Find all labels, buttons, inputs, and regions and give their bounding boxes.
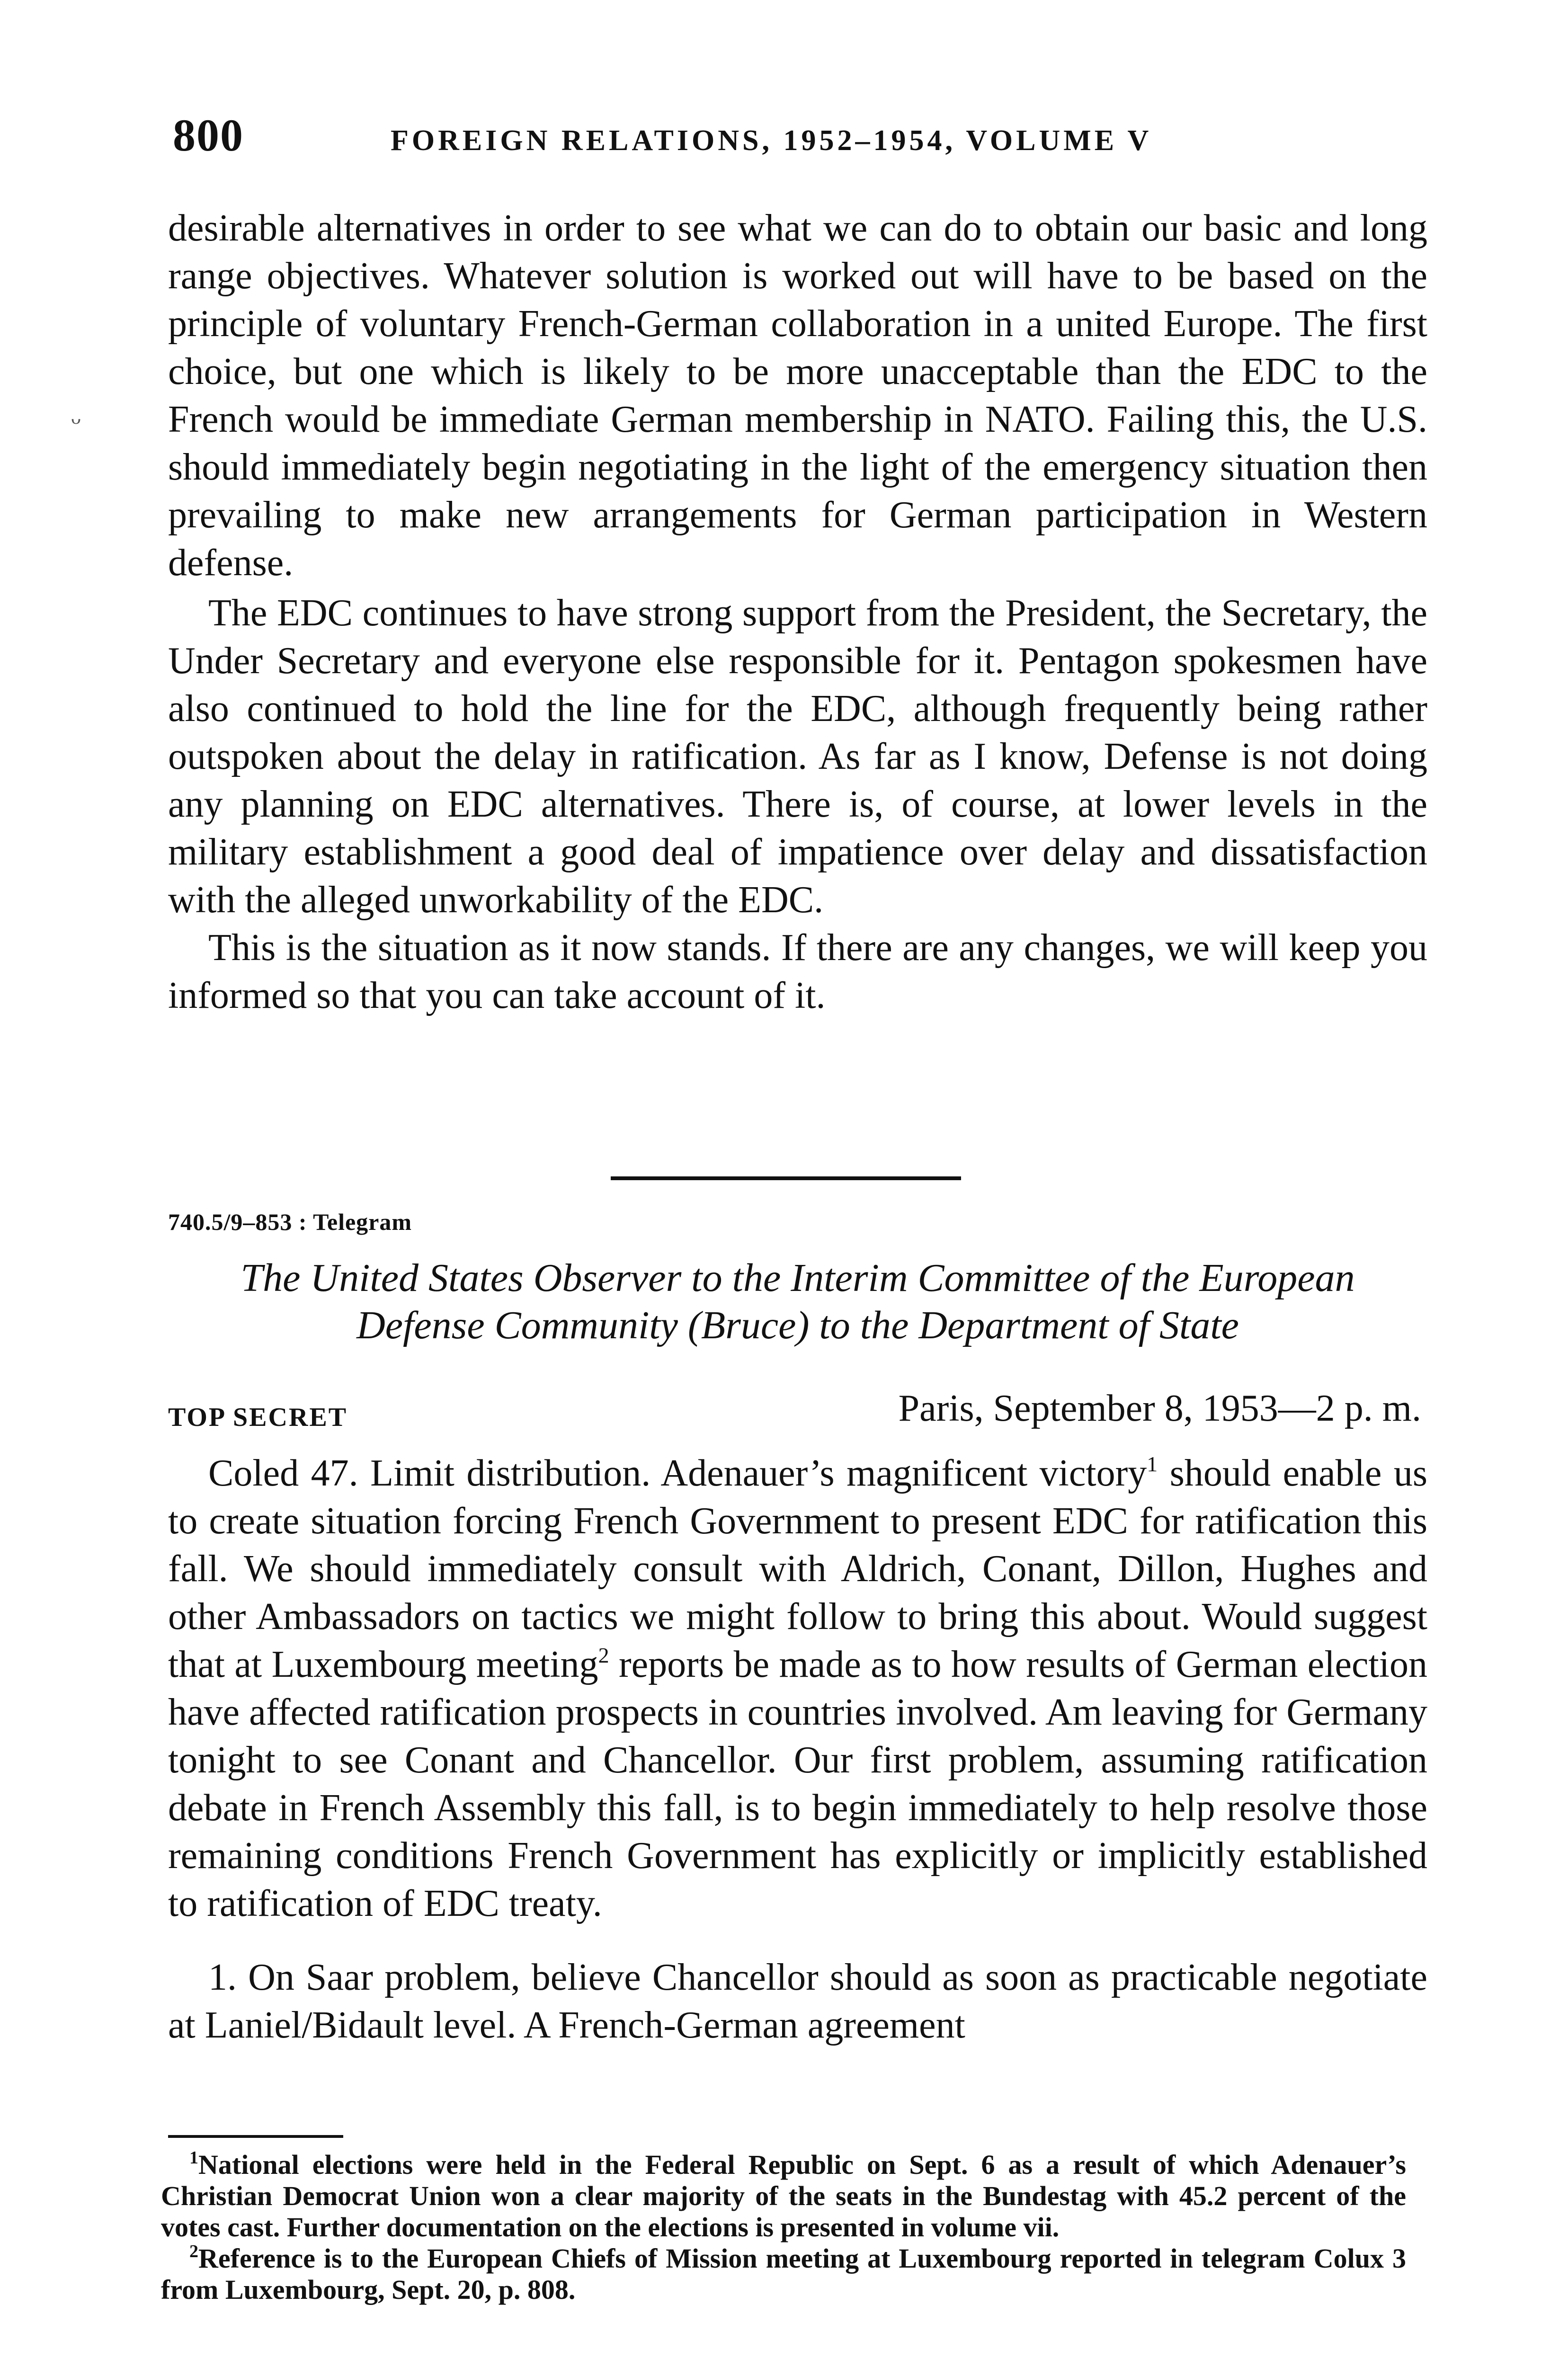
page-header — [173, 109, 1423, 170]
footnotes — [161, 2149, 1406, 2305]
footnote-text: National elections were held in the Federal Republic on Sept. 6 as a result of which Adenauer’s Christian Democrat Union won a clear majority of the seats in the Bundestag with 45.2 percent of the votes cast. Further documentation on the elections is presented in volume vii. — [161, 2149, 1406, 2242]
footnote-rule — [168, 2135, 343, 2138]
paragraph: This is the situation as it now stands. If there are any changes, we will keep you informed so that you can take account of it. — [168, 927, 1427, 1016]
memo-continuation — [168, 205, 1427, 1020]
document-title — [168, 1255, 1427, 1349]
margin-mark: ᴗ — [71, 407, 81, 428]
title-line: Defense Community (Bruce) to the Department of State — [356, 1303, 1239, 1347]
classification-label: TOP SECRET — [168, 1403, 348, 1432]
paragraph: The EDC continues to have strong support from the President, the Secretary, the Under Secretary and everyone else responsible for it. Pentagon spokesmen have also continued to hold the line for the EDC, although frequently being rather outspoken about the delay in ratification. As far as I know, Defense is not doing any planning on EDC alternatives. There is, of course, at lower levels in the military establishment a good deal of impatience over delay and dissatisfaction with the alleged unworkability of the EDC. — [168, 592, 1427, 921]
section-divider — [611, 1176, 961, 1180]
footnote-marker: 1 — [189, 2148, 198, 2168]
page-number: 800 — [173, 110, 244, 160]
text-run: should enable us to create situation forcing French Government to present EDC for ratification this fall. We should immediately consult with Aldrich, Conant, Dillon, Hughes and other Ambassadors on tactics we might follow to bring this about. Would suggest that at Luxembourg meeting — [168, 1452, 1427, 1685]
text-run: reports be made as to how results of German election have affected ratification prospects in countries involved. Am leaving for Germany tonight to see Conant and Chancellor. Our first problem, assuming ratification debate in French Assembly this fall, is to begin immediately to help resolve those remaining conditions French Government has explicitly or implicitly established to ratification of EDC treaty. — [168, 1644, 1428, 1924]
telegram-body — [168, 1450, 1427, 2049]
text-run: Coled 47. Limit distribution. Adenauer’s magnificent victory — [208, 1452, 1147, 1494]
dateline: Paris, September 8, 1953—2 p. m. — [898, 1388, 1421, 1429]
running-head: FOREIGN RELATIONS, 1952–1954, VOLUME V — [391, 125, 1152, 157]
paragraph: desirable alternatives in order to see what we can do to obtain our basic and long range objectives. Whatever solution is worked out will have to be based on the principle of voluntary French-German collaboration in a united Europe. The first choice, but one which is likely to be more unacceptable than the EDC to the French would be immediate German membership in NATO. Failing this, the U.S. should immediately begin negotiating in the light of the emergency situation then prevailing to make new arrangements for German participation in Western defense. — [168, 207, 1427, 584]
title-line: The United States Observer to the Interim Committee of the European — [241, 1256, 1355, 1300]
footnote-marker: 2 — [189, 2242, 198, 2261]
footnote — [161, 2243, 1406, 2305]
file-reference: 740.5/9–853 : Telegram — [168, 1209, 412, 1235]
paragraph — [168, 1450, 1427, 1928]
footnote — [161, 2149, 1406, 2243]
paragraph: 1. On Saar problem, believe Chancellor should as soon as practicable negotiate at Laniel/Bidault level. A French-German agreement — [168, 1957, 1427, 2046]
footnote-ref[interactable]: 1 — [1147, 1452, 1158, 1476]
footnote-ref[interactable]: 2 — [598, 1643, 609, 1667]
footnote-text: Reference is to the European Chiefs of Mission meeting at Luxembourg reported in telegram Colux 3 from Luxembourg, Sept. 20, p. 808. — [161, 2243, 1406, 2305]
